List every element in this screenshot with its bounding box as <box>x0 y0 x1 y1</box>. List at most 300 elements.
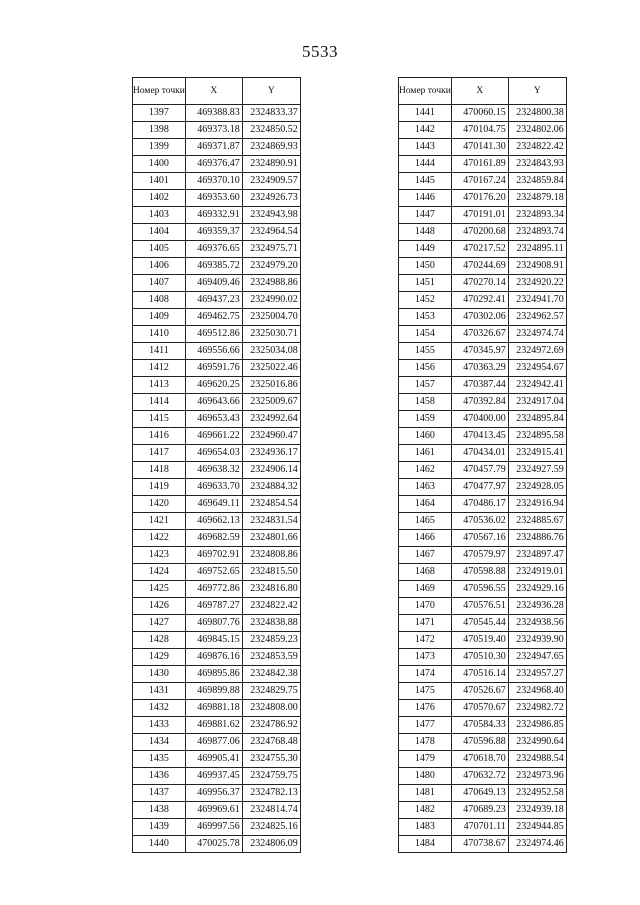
table-body-right <box>399 105 567 853</box>
cell-point-number: 1454 <box>399 326 452 343</box>
table-row <box>133 122 301 139</box>
cell-y: 2324801.66 <box>242 530 300 547</box>
table-row <box>399 496 567 513</box>
table-row <box>133 479 301 496</box>
cell-x: 470618.70 <box>451 751 508 768</box>
table-row <box>399 836 567 853</box>
table-row <box>399 343 567 360</box>
cell-y: 2324920.22 <box>508 275 566 292</box>
cell-x: 470584.33 <box>451 717 508 734</box>
table-row <box>133 156 301 173</box>
cell-point-number: 1407 <box>133 275 186 292</box>
cell-x: 470400.00 <box>451 411 508 428</box>
cell-x: 469807.76 <box>185 615 242 632</box>
table-row <box>399 224 567 241</box>
cell-x: 469385.72 <box>185 258 242 275</box>
cell-x: 470486.17 <box>451 496 508 513</box>
cell-point-number: 1428 <box>133 632 186 649</box>
cell-x: 470738.67 <box>451 836 508 853</box>
table-row <box>133 530 301 547</box>
cell-y: 2324831.54 <box>242 513 300 530</box>
cell-point-number: 1467 <box>399 547 452 564</box>
table-row <box>133 802 301 819</box>
coordinates-table-right <box>398 77 567 853</box>
cell-x: 470191.01 <box>451 207 508 224</box>
cell-x: 470598.88 <box>451 564 508 581</box>
table-row <box>133 173 301 190</box>
cell-x: 469376.47 <box>185 156 242 173</box>
table-row <box>399 377 567 394</box>
cell-y: 2324968.40 <box>508 683 566 700</box>
table-row <box>133 207 301 224</box>
table-row <box>133 394 301 411</box>
cell-x: 469388.83 <box>185 105 242 122</box>
table-row <box>133 428 301 445</box>
cell-point-number: 1398 <box>133 122 186 139</box>
cell-y: 2324988.86 <box>242 275 300 292</box>
table-row <box>133 700 301 717</box>
table-row <box>399 717 567 734</box>
cell-x: 469359.37 <box>185 224 242 241</box>
cell-x: 469876.16 <box>185 649 242 666</box>
table-row <box>399 411 567 428</box>
cell-point-number: 1455 <box>399 343 452 360</box>
cell-x: 470270.14 <box>451 275 508 292</box>
cell-y: 2324990.02 <box>242 292 300 309</box>
cell-y: 2324957.27 <box>508 666 566 683</box>
cell-y: 2324974.74 <box>508 326 566 343</box>
cell-y: 2324822.42 <box>242 598 300 615</box>
table-row <box>133 768 301 785</box>
cell-x: 470176.20 <box>451 190 508 207</box>
cell-x: 469437.23 <box>185 292 242 309</box>
cell-point-number: 1435 <box>133 751 186 768</box>
table-row <box>133 326 301 343</box>
cell-x: 469661.22 <box>185 428 242 445</box>
cell-point-number: 1421 <box>133 513 186 530</box>
table-row <box>399 428 567 445</box>
cell-x: 470567.16 <box>451 530 508 547</box>
cell-y: 2325022.46 <box>242 360 300 377</box>
table-row <box>133 462 301 479</box>
cell-x: 470526.67 <box>451 683 508 700</box>
table-row <box>399 309 567 326</box>
table-row <box>133 139 301 156</box>
table-row <box>399 139 567 156</box>
cell-point-number: 1429 <box>133 649 186 666</box>
table-row <box>399 564 567 581</box>
cell-y: 2324886.76 <box>508 530 566 547</box>
cell-x: 469881.62 <box>185 717 242 734</box>
table-row <box>133 241 301 258</box>
cell-y: 2324859.84 <box>508 173 566 190</box>
cell-point-number: 1426 <box>133 598 186 615</box>
cell-x: 469556.66 <box>185 343 242 360</box>
cell-x: 469997.56 <box>185 819 242 836</box>
cell-x: 469787.27 <box>185 598 242 615</box>
cell-point-number: 1404 <box>133 224 186 241</box>
cell-point-number: 1411 <box>133 343 186 360</box>
cell-y: 2324825.16 <box>242 819 300 836</box>
table-row <box>399 581 567 598</box>
cell-y: 2324843.93 <box>508 156 566 173</box>
cell-x: 469353.60 <box>185 190 242 207</box>
cell-x: 469881.18 <box>185 700 242 717</box>
cell-y: 2324988.54 <box>508 751 566 768</box>
cell-x: 469662.13 <box>185 513 242 530</box>
cell-x: 469682.59 <box>185 530 242 547</box>
cell-point-number: 1437 <box>133 785 186 802</box>
table-row <box>399 649 567 666</box>
cell-point-number: 1481 <box>399 785 452 802</box>
cell-point-number: 1452 <box>399 292 452 309</box>
cell-x: 470516.14 <box>451 666 508 683</box>
cell-x: 470217.52 <box>451 241 508 258</box>
cell-x: 470060.15 <box>451 105 508 122</box>
table-row <box>399 105 567 122</box>
cell-y: 2324906.14 <box>242 462 300 479</box>
cell-point-number: 1415 <box>133 411 186 428</box>
cell-y: 2324786.92 <box>242 717 300 734</box>
cell-x: 469512.86 <box>185 326 242 343</box>
cell-point-number: 1444 <box>399 156 452 173</box>
cell-point-number: 1464 <box>399 496 452 513</box>
cell-x: 470632.72 <box>451 768 508 785</box>
table-row <box>399 241 567 258</box>
cell-x: 470292.41 <box>451 292 508 309</box>
table-row <box>399 394 567 411</box>
cell-y: 2324936.17 <box>242 445 300 462</box>
cell-y: 2324842.38 <box>242 666 300 683</box>
table-row <box>133 649 301 666</box>
cell-point-number: 1468 <box>399 564 452 581</box>
table-row <box>133 717 301 734</box>
cell-y: 2324943.98 <box>242 207 300 224</box>
cell-point-number: 1406 <box>133 258 186 275</box>
cell-point-number: 1463 <box>399 479 452 496</box>
cell-point-number: 1427 <box>133 615 186 632</box>
table-row <box>133 836 301 853</box>
cell-x: 469633.70 <box>185 479 242 496</box>
cell-x: 470302.06 <box>451 309 508 326</box>
cell-point-number: 1397 <box>133 105 186 122</box>
cell-x: 470579.97 <box>451 547 508 564</box>
cell-y: 2325009.67 <box>242 394 300 411</box>
cell-y: 2325016.86 <box>242 377 300 394</box>
cell-x: 469462.75 <box>185 309 242 326</box>
table-row <box>399 700 567 717</box>
table-row <box>133 598 301 615</box>
table-row <box>133 547 301 564</box>
table-row <box>133 785 301 802</box>
cell-y: 2324916.94 <box>508 496 566 513</box>
cell-point-number: 1465 <box>399 513 452 530</box>
cell-y: 2324854.54 <box>242 496 300 513</box>
cell-x: 469654.03 <box>185 445 242 462</box>
table-row <box>133 360 301 377</box>
cell-point-number: 1450 <box>399 258 452 275</box>
cell-point-number: 1432 <box>133 700 186 717</box>
cell-x: 469899.88 <box>185 683 242 700</box>
cell-y: 2324759.75 <box>242 768 300 785</box>
cell-y: 2324782.13 <box>242 785 300 802</box>
cell-y: 2324962.57 <box>508 309 566 326</box>
cell-x: 469877.06 <box>185 734 242 751</box>
cell-x: 470536.02 <box>451 513 508 530</box>
cell-point-number: 1480 <box>399 768 452 785</box>
cell-y: 2324990.64 <box>508 734 566 751</box>
table-row <box>399 360 567 377</box>
cell-y: 2324814.74 <box>242 802 300 819</box>
header-point-number: Номер точки <box>399 78 452 105</box>
coordinates-table-left <box>132 77 301 853</box>
table-row <box>133 513 301 530</box>
cell-x: 469649.11 <box>185 496 242 513</box>
table-row <box>133 224 301 241</box>
cell-point-number: 1483 <box>399 819 452 836</box>
cell-point-number: 1423 <box>133 547 186 564</box>
cell-point-number: 1456 <box>399 360 452 377</box>
cell-y: 2324986.85 <box>508 717 566 734</box>
cell-y: 2324800.38 <box>508 105 566 122</box>
cell-y: 2324973.96 <box>508 768 566 785</box>
cell-point-number: 1413 <box>133 377 186 394</box>
cell-y: 2324938.56 <box>508 615 566 632</box>
cell-point-number: 1412 <box>133 360 186 377</box>
cell-x: 470025.78 <box>185 836 242 853</box>
table-body-left <box>133 105 301 853</box>
cell-y: 2324908.91 <box>508 258 566 275</box>
cell-y: 2324806.09 <box>242 836 300 853</box>
cell-y: 2324859.23 <box>242 632 300 649</box>
cell-point-number: 1409 <box>133 309 186 326</box>
cell-y: 2324853.59 <box>242 649 300 666</box>
cell-x: 469702.91 <box>185 547 242 564</box>
cell-x: 469653.43 <box>185 411 242 428</box>
cell-point-number: 1418 <box>133 462 186 479</box>
table-row <box>133 258 301 275</box>
cell-y: 2324768.48 <box>242 734 300 751</box>
cell-point-number: 1402 <box>133 190 186 207</box>
cell-x: 470519.40 <box>451 632 508 649</box>
table-row <box>133 190 301 207</box>
table-row <box>133 411 301 428</box>
cell-y: 2324979.20 <box>242 258 300 275</box>
cell-point-number: 1431 <box>133 683 186 700</box>
cell-y: 2324944.85 <box>508 819 566 836</box>
cell-x: 470244.69 <box>451 258 508 275</box>
cell-point-number: 1482 <box>399 802 452 819</box>
cell-x: 470326.67 <box>451 326 508 343</box>
cell-y: 2324838.88 <box>242 615 300 632</box>
cell-x: 469643.66 <box>185 394 242 411</box>
cell-y: 2324915.41 <box>508 445 566 462</box>
cell-y: 2324869.93 <box>242 139 300 156</box>
cell-point-number: 1417 <box>133 445 186 462</box>
table-row <box>399 734 567 751</box>
table-header-row <box>399 78 567 105</box>
table-row <box>399 462 567 479</box>
table-row <box>399 751 567 768</box>
table-row <box>133 275 301 292</box>
cell-y: 2324939.90 <box>508 632 566 649</box>
cell-point-number: 1477 <box>399 717 452 734</box>
cell-y: 2324755.30 <box>242 751 300 768</box>
cell-x: 470104.75 <box>451 122 508 139</box>
table-row <box>399 598 567 615</box>
cell-x: 469845.15 <box>185 632 242 649</box>
table-row <box>133 734 301 751</box>
cell-y: 2324926.73 <box>242 190 300 207</box>
table-row <box>399 768 567 785</box>
cell-point-number: 1414 <box>133 394 186 411</box>
cell-y: 2325004.70 <box>242 309 300 326</box>
cell-y: 2324954.67 <box>508 360 566 377</box>
cell-y: 2324850.52 <box>242 122 300 139</box>
cell-point-number: 1443 <box>399 139 452 156</box>
table-row <box>399 326 567 343</box>
cell-point-number: 1440 <box>133 836 186 853</box>
cell-x: 470545.44 <box>451 615 508 632</box>
cell-point-number: 1449 <box>399 241 452 258</box>
table-row <box>399 547 567 564</box>
cell-x: 469370.10 <box>185 173 242 190</box>
cell-x: 470392.84 <box>451 394 508 411</box>
cell-point-number: 1442 <box>399 122 452 139</box>
cell-y: 2324822.42 <box>508 139 566 156</box>
cell-point-number: 1472 <box>399 632 452 649</box>
cell-x: 470345.97 <box>451 343 508 360</box>
cell-point-number: 1469 <box>399 581 452 598</box>
cell-y: 2324947.65 <box>508 649 566 666</box>
cell-point-number: 1453 <box>399 309 452 326</box>
table-row <box>399 207 567 224</box>
cell-x: 469620.25 <box>185 377 242 394</box>
table-row <box>133 751 301 768</box>
cell-y: 2324885.67 <box>508 513 566 530</box>
cell-x: 469969.61 <box>185 802 242 819</box>
cell-y: 2324808.00 <box>242 700 300 717</box>
table-row <box>133 615 301 632</box>
table-header-row <box>133 78 301 105</box>
cell-y: 2324879.18 <box>508 190 566 207</box>
cell-x: 469371.87 <box>185 139 242 156</box>
cell-point-number: 1479 <box>399 751 452 768</box>
header-y: Y <box>508 78 566 105</box>
cell-x: 470576.51 <box>451 598 508 615</box>
cell-x: 470413.45 <box>451 428 508 445</box>
table-row <box>399 173 567 190</box>
cell-point-number: 1460 <box>399 428 452 445</box>
table-row <box>399 785 567 802</box>
table-row <box>133 292 301 309</box>
table-row <box>133 632 301 649</box>
cell-point-number: 1403 <box>133 207 186 224</box>
table-row <box>399 258 567 275</box>
cell-point-number: 1476 <box>399 700 452 717</box>
cell-y: 2325030.71 <box>242 326 300 343</box>
cell-x: 470167.24 <box>451 173 508 190</box>
cell-point-number: 1473 <box>399 649 452 666</box>
cell-y: 2324895.84 <box>508 411 566 428</box>
cell-point-number: 1430 <box>133 666 186 683</box>
cell-x: 469752.65 <box>185 564 242 581</box>
cell-x: 469895.86 <box>185 666 242 683</box>
cell-point-number: 1422 <box>133 530 186 547</box>
cell-point-number: 1447 <box>399 207 452 224</box>
cell-y: 2324808.86 <box>242 547 300 564</box>
cell-x: 470434.01 <box>451 445 508 462</box>
cell-y: 2324975.71 <box>242 241 300 258</box>
cell-x: 470363.29 <box>451 360 508 377</box>
cell-point-number: 1466 <box>399 530 452 547</box>
cell-point-number: 1484 <box>399 836 452 853</box>
cell-y: 2324939.18 <box>508 802 566 819</box>
cell-y: 2324964.54 <box>242 224 300 241</box>
cell-y: 2324936.28 <box>508 598 566 615</box>
table-row <box>399 275 567 292</box>
cell-point-number: 1459 <box>399 411 452 428</box>
cell-x: 470161.89 <box>451 156 508 173</box>
table-row <box>399 190 567 207</box>
cell-point-number: 1474 <box>399 666 452 683</box>
cell-y: 2324895.58 <box>508 428 566 445</box>
header-x: X <box>451 78 508 105</box>
cell-point-number: 1458 <box>399 394 452 411</box>
table-row <box>399 530 567 547</box>
table-row <box>399 683 567 700</box>
cell-y: 2324919.01 <box>508 564 566 581</box>
table-row <box>133 377 301 394</box>
cell-x: 470477.97 <box>451 479 508 496</box>
cell-point-number: 1461 <box>399 445 452 462</box>
cell-x: 470596.88 <box>451 734 508 751</box>
cell-point-number: 1420 <box>133 496 186 513</box>
cell-point-number: 1410 <box>133 326 186 343</box>
cell-y: 2324893.34 <box>508 207 566 224</box>
cell-x: 470596.55 <box>451 581 508 598</box>
cell-point-number: 1416 <box>133 428 186 445</box>
cell-point-number: 1408 <box>133 292 186 309</box>
cell-point-number: 1433 <box>133 717 186 734</box>
table-row <box>399 819 567 836</box>
cell-x: 469373.18 <box>185 122 242 139</box>
cell-point-number: 1439 <box>133 819 186 836</box>
cell-point-number: 1436 <box>133 768 186 785</box>
page-number: 5533 <box>302 42 338 61</box>
cell-y: 2324802.06 <box>508 122 566 139</box>
cell-x: 470457.79 <box>451 462 508 479</box>
cell-point-number: 1451 <box>399 275 452 292</box>
cell-y: 2324893.74 <box>508 224 566 241</box>
table-row <box>399 479 567 496</box>
table-row <box>399 632 567 649</box>
cell-x: 470510.30 <box>451 649 508 666</box>
cell-x: 469591.76 <box>185 360 242 377</box>
cell-y: 2324960.47 <box>242 428 300 445</box>
cell-y: 2324909.57 <box>242 173 300 190</box>
cell-x: 469638.32 <box>185 462 242 479</box>
cell-y: 2325034.08 <box>242 343 300 360</box>
cell-x: 469409.46 <box>185 275 242 292</box>
cell-x: 470649.13 <box>451 785 508 802</box>
cell-point-number: 1419 <box>133 479 186 496</box>
header-x: X <box>185 78 242 105</box>
table-row <box>399 122 567 139</box>
cell-y: 2324941.70 <box>508 292 566 309</box>
table-row <box>399 156 567 173</box>
cell-point-number: 1405 <box>133 241 186 258</box>
